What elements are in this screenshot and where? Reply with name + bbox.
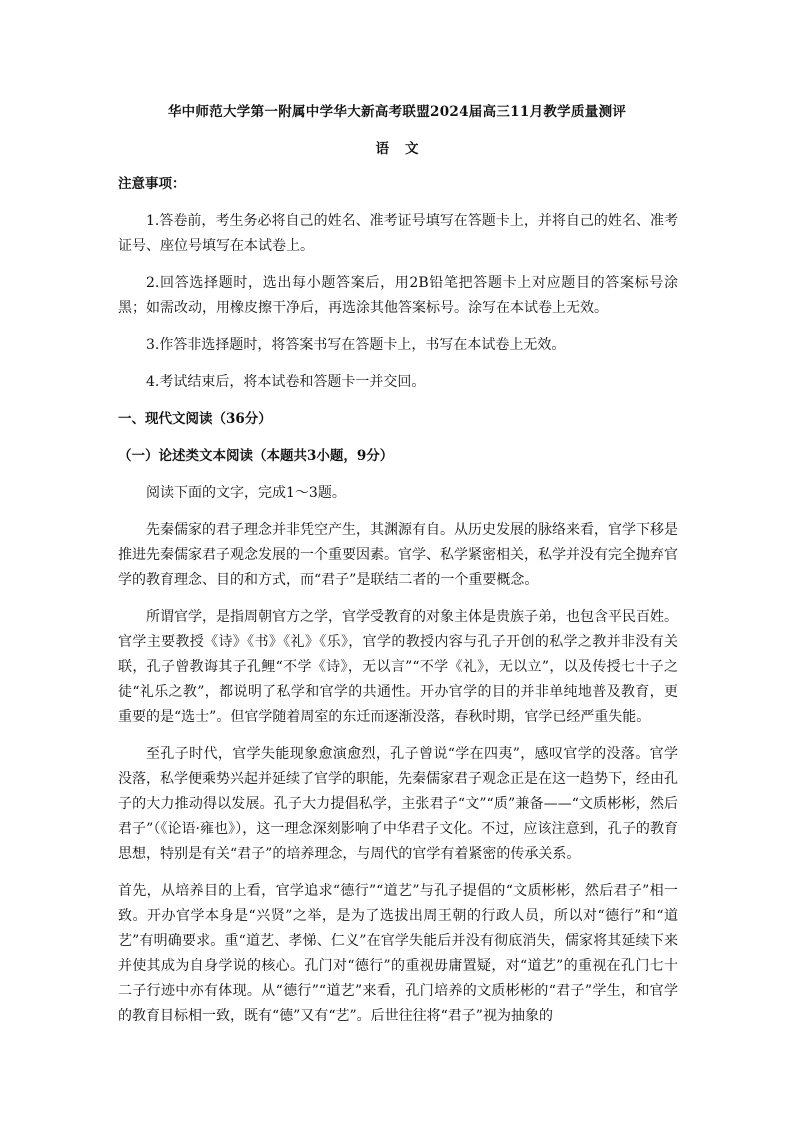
exam-content [118, 172, 678, 1041]
notice-item-4: 4.考试结束后，将本试卷和答题卡一并交回。 [146, 374, 426, 390]
notice-item-3: 3.作答非选择题时，将答案书写在答题卡上，书写在本试卷上无效。 [146, 337, 566, 353]
passage-paragraph-2: 所谓官学，是指周朝官方之学，官学受教育的对象主体是贵族子弟，也包含平民百姓。官学主要教授《诗》《书》《礼》《乐》，官学的教授内容与孔子开创的私学之教并非没有关联，孔子曾教诲其子孔鲤“不学《诗》，无以言”“不学《礼》，无以立”，以及传授七十子之徒“礼乐之教”，都说明了私学和官学的共通性。开办官学的目的并非单纯地普及教育，更重要的是“选士”。但官学随着周室的东迁而逐渐没落，春秋时期，官学已经严重失能。 [118, 609, 678, 725]
subject-title: 语文 [375, 141, 435, 157]
passage-paragraph-4: 首先，从培养目的上看，官学追求“德行”“道艺”与孔子提倡的“文质彬彬，然后君子”相一致。开办官学本身是“兴贤”之举，是为了选拔出周王朝的行政人员，所以对“德行”和“道艺”有明确要求。重“道艺、孝悌、仁义”在官学失能后并没有彻底消失，儒家将其延续下来并使其成为自身学说的核心。孔门对“德行”的重视毋庸置疑，对“道艺”的重视在孔门七十二子行迹中亦有体现。从“德行”“道艺”来看，孔门培养的文质彬彬的“君子”学生，和官学的教育目标相一致，既有“德”又有“艺”。后世往往将“君子”视为抽象的 [118, 883, 678, 1024]
reading-instruction: 阅读下面的文字，完成1～3题。 [146, 485, 346, 501]
section-heading-reading: 一、现代文阅读（36分） [118, 411, 272, 427]
passage-paragraph-3: 至孔子时代，官学失能现象愈演愈烈，孔子曾说“学在四夷”，感叹官学的没落。官学没落，私学便乘势兴起并延续了官学的职能，先秦儒家君子观念正是在这一趋势下，经由孔子的大力推动得以发展。孔子大力提倡私学，主张君子“文”“质”兼备——“文质彬彬，然后君子”（《论语·雍也》），这一理念深刻影响了中华君子文化。不过，应该注意到，孔子的教育思想，特别是有关“君子”的培养理念，与周代的官学有着紧密的传承关系。 [118, 746, 678, 862]
passage-paragraph-1: 先秦儒家的君子理念并非凭空产生，其渊源有自。从历史发展的脉络来看，官学下移是推进先秦儒家君子观念发展的一个重要因素。官学、私学紧密相关，私学并没有完全抛弃官学的教育理念、目的和方式，而“君子”是联结二者的一个重要概念。 [118, 522, 678, 588]
subsection-heading-argumentative: （一）论述类文本阅读（本题共3小题，9分） [118, 448, 394, 464]
notice-heading: 注意事项： [118, 176, 186, 192]
notice-item-1: 1.答卷前，考生务必将自己的姓名、准考证号填写在答题卡上，并将自己的姓名、准考证号、座位号填写在本试卷上。 [118, 213, 678, 254]
exam-title: 华中师范大学第一附属中学华大新高考联盟2024届高三11月教学质量测评 [167, 104, 627, 120]
notice-item-2: 2.回答选择题时，选出每小题答案后，用2B铅笔把答题卡上对应题目的答案标号涂黑；如需改动，用橡皮擦干净后，再选涂其他答案标号。涂写在本试卷上无效。 [118, 275, 678, 316]
